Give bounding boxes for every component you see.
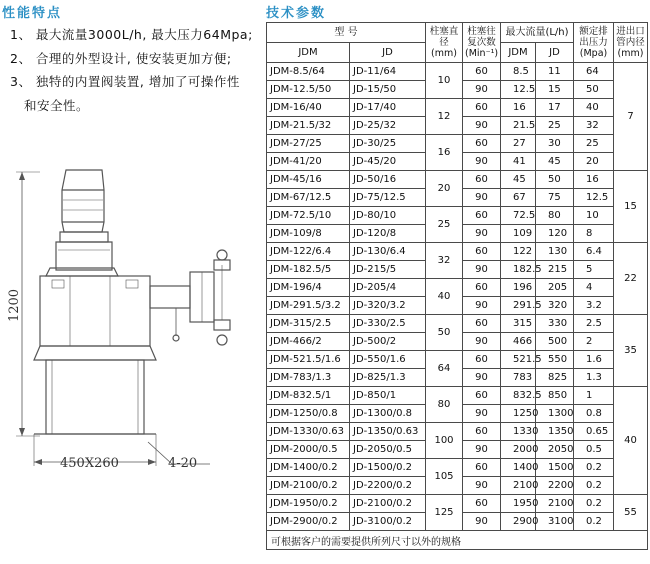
flow-jd-cell: 120 bbox=[536, 225, 574, 243]
pump-top-collar bbox=[46, 268, 118, 276]
plunger-diameter-cell: 25 bbox=[426, 207, 463, 243]
base-stand bbox=[46, 360, 144, 434]
model-jd-cell: JD-30/25 bbox=[350, 135, 426, 153]
model-jd-cell: JD-25/32 bbox=[350, 117, 426, 135]
flow-jdm-cell: 21.5 bbox=[501, 117, 536, 135]
plunger-diameter-cell: 64 bbox=[426, 351, 463, 387]
model-jdm-cell: JDM-1400/0.2 bbox=[267, 459, 350, 477]
table-row bbox=[267, 207, 648, 225]
flow-jdm-cell: 45 bbox=[501, 171, 536, 189]
stroke-rate-cell: 60 bbox=[463, 351, 501, 369]
flow-jdm-cell: 521.5 bbox=[501, 351, 536, 369]
table-row bbox=[267, 171, 648, 189]
model-jdm-cell: JDM-12.5/50 bbox=[267, 81, 350, 99]
model-jd-cell: JD-130/6.4 bbox=[350, 243, 426, 261]
table-row bbox=[267, 387, 648, 405]
header-model: 型 号 bbox=[267, 23, 426, 43]
stroke-rate-cell: 90 bbox=[463, 297, 501, 315]
flow-jdm-cell: 12.5 bbox=[501, 81, 536, 99]
flow-jdm-cell: 1950 bbox=[501, 495, 536, 513]
header-model-jdm: JDM bbox=[267, 43, 350, 63]
port-diameter-cell: 15 bbox=[614, 171, 648, 243]
model-jd-cell: JD-1500/0.2 bbox=[350, 459, 426, 477]
header-pressure-unit: (Mpa) bbox=[579, 48, 608, 59]
flow-jdm-cell: 291.5 bbox=[501, 297, 536, 315]
model-jd-cell: JD-1350/0.63 bbox=[350, 423, 426, 441]
stroke-rate-cell: 90 bbox=[463, 405, 501, 423]
flow-jdm-cell: 1400 bbox=[501, 459, 536, 477]
header-port-diameter bbox=[614, 23, 648, 63]
header-model-jd: JD bbox=[350, 43, 426, 63]
model-jdm-cell: JDM-41/20 bbox=[267, 153, 350, 171]
header-rated-pressure bbox=[574, 23, 614, 63]
height-dimension: 1200 bbox=[7, 288, 23, 323]
flow-jd-cell: 215 bbox=[536, 261, 574, 279]
model-jd-cell: JD-1300/0.8 bbox=[350, 405, 426, 423]
pressure-cell: 16 bbox=[574, 171, 614, 189]
flow-jdm-cell: 41 bbox=[501, 153, 536, 171]
flow-jd-cell: 15 bbox=[536, 81, 574, 99]
plunger-diameter-cell: 80 bbox=[426, 387, 463, 423]
port-diameter-cell: 35 bbox=[614, 315, 648, 387]
stroke-rate-cell: 90 bbox=[463, 261, 501, 279]
feature-item-3-continued: 和安全性。 bbox=[24, 98, 90, 113]
flow-jd-cell: 2050 bbox=[536, 441, 574, 459]
plunger-diameter-cell: 40 bbox=[426, 279, 463, 315]
header-port-label: 进出口管内径 bbox=[616, 26, 645, 48]
feature-item-1: 1、 最大流量3000L/h, 最大压力64Mpa; bbox=[10, 27, 253, 42]
pressure-cell: 0.2 bbox=[574, 495, 614, 513]
plunger-diameter-cell: 12 bbox=[426, 99, 463, 135]
flow-jd-cell: 17 bbox=[536, 99, 574, 117]
model-jdm-cell: JDM-2900/0.2 bbox=[267, 513, 350, 531]
plunger-diameter-cell: 50 bbox=[426, 315, 463, 351]
flow-jd-cell: 1500 bbox=[536, 459, 574, 477]
model-jdm-cell: JDM-67/12.5 bbox=[267, 189, 350, 207]
model-jdm-cell: JDM-2000/0.5 bbox=[267, 441, 350, 459]
stroke-rate-cell: 60 bbox=[463, 171, 501, 189]
flow-jdm-cell: 2900 bbox=[501, 513, 536, 531]
header-pressure-label: 额定排出压力 bbox=[579, 26, 608, 48]
flow-jd-cell: 1350 bbox=[536, 423, 574, 441]
port-diameter-cell: 40 bbox=[614, 387, 648, 495]
flow-jd-cell: 1300 bbox=[536, 405, 574, 423]
model-jdm-cell: JDM-8.5/64 bbox=[267, 63, 350, 81]
flow-jdm-cell: 182.5 bbox=[501, 261, 536, 279]
flow-jd-cell: 11 bbox=[536, 63, 574, 81]
features-heading: 性能特点 bbox=[2, 6, 63, 21]
flow-jd-cell: 2200 bbox=[536, 477, 574, 495]
stroke-rate-cell: 90 bbox=[463, 153, 501, 171]
header-plunger-diameter bbox=[426, 23, 463, 63]
model-jdm-cell: JDM-72.5/10 bbox=[267, 207, 350, 225]
model-jdm-cell: JDM-196/4 bbox=[267, 279, 350, 297]
pressure-cell: 2.5 bbox=[574, 315, 614, 333]
model-jd-cell: JD-15/50 bbox=[350, 81, 426, 99]
flow-jdm-cell: 72.5 bbox=[501, 207, 536, 225]
stroke-rate-cell: 90 bbox=[463, 369, 501, 387]
table-row bbox=[267, 279, 648, 297]
stroke-rate-cell: 90 bbox=[463, 441, 501, 459]
flow-jdm-cell: 783 bbox=[501, 369, 536, 387]
model-jd-cell: JD-320/3.2 bbox=[350, 297, 426, 315]
model-jdm-cell: JDM-783/1.3 bbox=[267, 369, 350, 387]
table-row bbox=[267, 135, 648, 153]
model-jdm-cell: JDM-27/25 bbox=[267, 135, 350, 153]
flow-jdm-cell: 16 bbox=[501, 99, 536, 117]
stroke-rate-cell: 90 bbox=[463, 333, 501, 351]
table-row bbox=[267, 351, 648, 369]
pressure-cell: 32 bbox=[574, 117, 614, 135]
motor-flange bbox=[60, 232, 108, 242]
table-row bbox=[267, 459, 648, 477]
flow-jdm-cell: 315 bbox=[501, 315, 536, 333]
pump-outline-drawing bbox=[0, 160, 265, 560]
flow-jdm-cell: 67 bbox=[501, 189, 536, 207]
header-max-flow: 最大流量(L/h) bbox=[501, 23, 574, 43]
pressure-cell: 10 bbox=[574, 207, 614, 225]
specs-heading: 技术参数 bbox=[266, 6, 327, 21]
inlet-valve bbox=[214, 320, 230, 330]
plunger-diameter-cell: 32 bbox=[426, 243, 463, 279]
model-jdm-cell: JDM-16/40 bbox=[267, 99, 350, 117]
flow-jd-cell: 850 bbox=[536, 387, 574, 405]
pressure-cell: 1 bbox=[574, 387, 614, 405]
flow-jd-cell: 3100 bbox=[536, 513, 574, 531]
model-jdm-cell: JDM-45/16 bbox=[267, 171, 350, 189]
model-jd-cell: JD-850/1 bbox=[350, 387, 426, 405]
flow-jdm-cell: 27 bbox=[501, 135, 536, 153]
pressure-cell: 5 bbox=[574, 261, 614, 279]
pressure-cell: 50 bbox=[574, 81, 614, 99]
stroke-rate-cell: 90 bbox=[463, 477, 501, 495]
model-jdm-cell: JDM-109/8 bbox=[267, 225, 350, 243]
flow-jd-cell: 320 bbox=[536, 297, 574, 315]
pressure-cell: 6.4 bbox=[574, 243, 614, 261]
plunger-diameter-cell: 100 bbox=[426, 423, 463, 459]
pressure-cell: 1.3 bbox=[574, 369, 614, 387]
motor-adapter bbox=[56, 242, 112, 270]
model-jdm-cell: JDM-832.5/1 bbox=[267, 387, 350, 405]
flow-jd-cell: 80 bbox=[536, 207, 574, 225]
model-jd-cell: JD-825/1.3 bbox=[350, 369, 426, 387]
pressure-cell: 0.2 bbox=[574, 459, 614, 477]
pressure-cell: 64 bbox=[574, 63, 614, 81]
stroke-rate-cell: 90 bbox=[463, 513, 501, 531]
plunger-diameter-cell: 125 bbox=[426, 495, 463, 531]
stroke-rate-cell: 60 bbox=[463, 423, 501, 441]
model-jd-cell: JD-80/10 bbox=[350, 207, 426, 225]
stroke-rate-cell: 60 bbox=[463, 495, 501, 513]
flow-jdm-cell: 122 bbox=[501, 243, 536, 261]
flow-jdm-cell: 2100 bbox=[501, 477, 536, 495]
header-stroke-unit: (Min⁻¹) bbox=[465, 48, 499, 59]
model-jdm-cell: JDM-1250/0.8 bbox=[267, 405, 350, 423]
stroke-rate-cell: 60 bbox=[463, 387, 501, 405]
flow-jd-cell: 45 bbox=[536, 153, 574, 171]
model-jd-cell: JD-550/1.6 bbox=[350, 351, 426, 369]
gearbox-housing bbox=[40, 276, 150, 346]
flow-jd-cell: 130 bbox=[536, 243, 574, 261]
model-jd-cell: JD-500/2 bbox=[350, 333, 426, 351]
table-row bbox=[267, 423, 648, 441]
pressure-cell: 0.5 bbox=[574, 441, 614, 459]
model-jd-cell: JD-2100/0.2 bbox=[350, 495, 426, 513]
flow-jdm-cell: 196 bbox=[501, 279, 536, 297]
header-plunger-unit: (mm) bbox=[431, 48, 457, 59]
model-jdm-cell: JDM-521.5/1.6 bbox=[267, 351, 350, 369]
model-jdm-cell: JDM-182.5/5 bbox=[267, 261, 350, 279]
flow-jdm-cell: 2000 bbox=[501, 441, 536, 459]
pressure-cell: 0.65 bbox=[574, 423, 614, 441]
plunger-diameter-cell: 16 bbox=[426, 135, 463, 171]
flow-jdm-cell: 1250 bbox=[501, 405, 536, 423]
stroke-rate-cell: 60 bbox=[463, 135, 501, 153]
feature-item-2: 2、 合理的外型设计, 使安装更加方便; bbox=[10, 51, 232, 66]
model-jd-cell: JD-215/5 bbox=[350, 261, 426, 279]
flow-jd-cell: 2100 bbox=[536, 495, 574, 513]
pressure-cell: 0.8 bbox=[574, 405, 614, 423]
model-jd-cell: JD-75/12.5 bbox=[350, 189, 426, 207]
port-diameter-cell: 22 bbox=[614, 243, 648, 315]
spec-table-body bbox=[267, 63, 648, 531]
table-row bbox=[267, 63, 648, 81]
table-row bbox=[267, 315, 648, 333]
plunger-diameter-cell: 10 bbox=[426, 63, 463, 99]
model-jd-cell: JD-17/40 bbox=[350, 99, 426, 117]
table-row bbox=[267, 99, 648, 117]
pressure-cell: 3.2 bbox=[574, 297, 614, 315]
header-flow-jdm: JDM bbox=[501, 43, 536, 63]
header-plunger-label: 柱塞直径 bbox=[429, 26, 459, 48]
flow-jdm-cell: 109 bbox=[501, 225, 536, 243]
frame-base bbox=[34, 346, 156, 360]
flow-jd-cell: 550 bbox=[536, 351, 574, 369]
model-jd-cell: JD-330/2.5 bbox=[350, 315, 426, 333]
spec-table-header bbox=[267, 23, 648, 63]
model-jd-cell: JD-205/4 bbox=[350, 279, 426, 297]
pressure-cell: 2 bbox=[574, 333, 614, 351]
model-jd-cell: JD-2200/0.2 bbox=[350, 477, 426, 495]
table-note: 可根据客户的需要提供所列尺寸以外的规格 bbox=[267, 531, 648, 550]
header-stroke-label: 柱塞往复次数 bbox=[467, 26, 496, 48]
flow-jd-cell: 330 bbox=[536, 315, 574, 333]
pressure-cell: 1.6 bbox=[574, 351, 614, 369]
stroke-rate-cell: 60 bbox=[463, 99, 501, 117]
flow-jd-cell: 30 bbox=[536, 135, 574, 153]
stroke-rate-cell: 60 bbox=[463, 63, 501, 81]
port-diameter-cell: 7 bbox=[614, 63, 648, 171]
table-row bbox=[267, 243, 648, 261]
stroke-rate-cell: 90 bbox=[463, 117, 501, 135]
model-jd-cell: JD-2050/0.5 bbox=[350, 441, 426, 459]
flow-jdm-cell: 8.5 bbox=[501, 63, 536, 81]
flow-jd-cell: 25 bbox=[536, 117, 574, 135]
pressure-cell: 0.2 bbox=[574, 477, 614, 495]
mounting-holes-dimension: 4-20 bbox=[168, 456, 198, 471]
plunger-diameter-cell: 105 bbox=[426, 459, 463, 495]
stroke-rate-cell: 60 bbox=[463, 243, 501, 261]
flow-jd-cell: 75 bbox=[536, 189, 574, 207]
plunger-housing bbox=[150, 286, 190, 308]
plunger-diameter-cell: 20 bbox=[426, 171, 463, 207]
port-diameter-cell: 55 bbox=[614, 495, 648, 531]
model-jdm-cell: JDM-466/2 bbox=[267, 333, 350, 351]
model-jd-cell: JD-120/8 bbox=[350, 225, 426, 243]
pressure-cell: 4 bbox=[574, 279, 614, 297]
stroke-rate-cell: 60 bbox=[463, 459, 501, 477]
pressure-cell: 25 bbox=[574, 135, 614, 153]
header-stroke-rate bbox=[463, 23, 501, 63]
model-jdm-cell: JDM-1330/0.63 bbox=[267, 423, 350, 441]
flow-jdm-cell: 1330 bbox=[501, 423, 536, 441]
model-jdm-cell: JDM-2100/0.2 bbox=[267, 477, 350, 495]
stroke-rate-cell: 60 bbox=[463, 279, 501, 297]
base-dimension: 450X260 bbox=[60, 456, 119, 471]
model-jdm-cell: JDM-122/6.4 bbox=[267, 243, 350, 261]
pressure-cell: 12.5 bbox=[574, 189, 614, 207]
flow-jd-cell: 50 bbox=[536, 171, 574, 189]
flow-jd-cell: 825 bbox=[536, 369, 574, 387]
model-jd-cell: JD-11/64 bbox=[350, 63, 426, 81]
model-jdm-cell: JDM-291.5/3.2 bbox=[267, 297, 350, 315]
table-row bbox=[267, 495, 648, 513]
header-port-unit: (mm) bbox=[617, 48, 644, 59]
spec-table bbox=[266, 22, 648, 550]
flow-jdm-cell: 466 bbox=[501, 333, 536, 351]
stroke-rate-cell: 60 bbox=[463, 207, 501, 225]
model-jdm-cell: JDM-315/2.5 bbox=[267, 315, 350, 333]
stroke-rate-cell: 90 bbox=[463, 189, 501, 207]
model-jdm-cell: JDM-21.5/32 bbox=[267, 117, 350, 135]
flow-jdm-cell: 832.5 bbox=[501, 387, 536, 405]
stroke-rate-cell: 60 bbox=[463, 315, 501, 333]
pressure-cell: 20 bbox=[574, 153, 614, 171]
feature-item-3: 3、 独特的内置阀装置, 增加了可操作性 bbox=[10, 74, 240, 89]
pressure-cell: 40 bbox=[574, 99, 614, 117]
stroke-rate-cell: 90 bbox=[463, 225, 501, 243]
flow-jd-cell: 500 bbox=[536, 333, 574, 351]
model-jd-cell: JD-45/20 bbox=[350, 153, 426, 171]
pressure-cell: 8 bbox=[574, 225, 614, 243]
model-jd-cell: JD-3100/0.2 bbox=[350, 513, 426, 531]
header-flow-jd: JD bbox=[536, 43, 574, 63]
stroke-rate-cell: 90 bbox=[463, 81, 501, 99]
model-jd-cell: JD-50/16 bbox=[350, 171, 426, 189]
flow-jd-cell: 205 bbox=[536, 279, 574, 297]
motor-body bbox=[62, 170, 104, 232]
model-jdm-cell: JDM-1950/0.2 bbox=[267, 495, 350, 513]
pressure-cell: 0.2 bbox=[574, 513, 614, 531]
